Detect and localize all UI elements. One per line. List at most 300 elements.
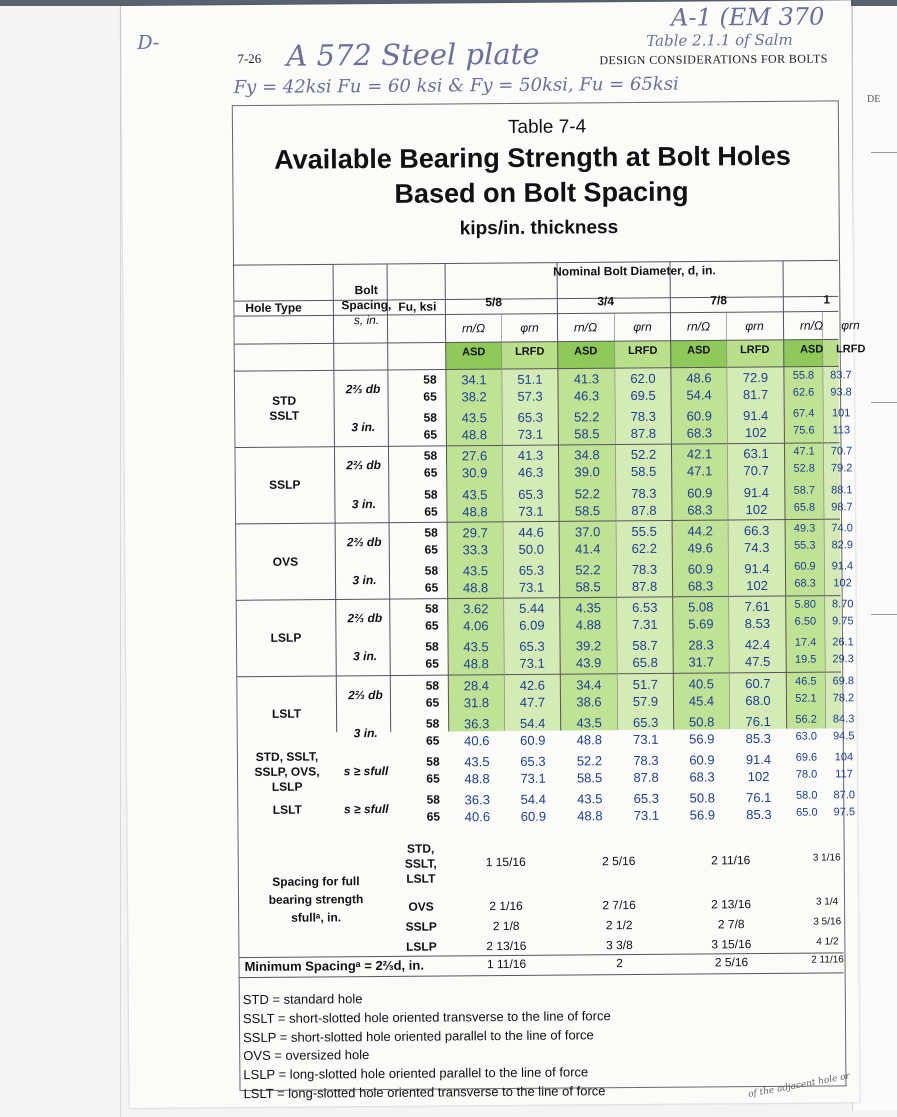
table-cell: 42.6 [519, 677, 546, 693]
table-cell: 76.1 [745, 713, 771, 729]
table-cell: 50.0 [518, 541, 544, 557]
table-cell: 43.5 [462, 486, 488, 502]
table-cell: 68.3 [687, 501, 713, 518]
table-cell: 58.5 [575, 579, 601, 595]
table-cell: 56.9 [689, 731, 715, 747]
adjacent-page-rule [871, 614, 897, 615]
table-cell: 3.62 [463, 601, 489, 617]
header-bolt-spacing: Bolt Spacing, s, in. [341, 282, 392, 328]
fu-value: 58 [424, 487, 438, 502]
header-hole-type: Hole Type [245, 300, 302, 316]
table-cell: 78.3 [631, 485, 657, 501]
table-cell: 73.1 [517, 426, 544, 443]
table-cell: 46.3 [573, 388, 600, 404]
handwritten-course: A-1 (EM 370 [670, 2, 825, 32]
table-cell: 68.3 [686, 425, 713, 441]
table-cell: 4.06 [463, 618, 489, 634]
table-cell: 84.3 [832, 713, 855, 726]
table-cell: 60.9 [687, 484, 713, 501]
table-cell: 46.5 [795, 675, 817, 688]
table-cell: 87.8 [631, 502, 657, 518]
handwritten-mark: D- [137, 31, 160, 54]
fu-value: 65 [425, 695, 440, 710]
bolt-spacing-label: 3 in. [351, 496, 376, 511]
table-cell: 30.9 [461, 465, 488, 481]
table-cell: 36.3 [464, 792, 490, 808]
table-cell: 28.4 [463, 677, 490, 693]
table-cell: 73.1 [518, 503, 544, 519]
table-cell: 52.8 [793, 462, 815, 476]
table-cell: 39.2 [575, 638, 602, 654]
table-cell: 40.5 [688, 675, 715, 692]
table-cell: 91.4 [743, 484, 770, 500]
table-cell: 58.5 [630, 464, 657, 480]
table-cell: 78.3 [633, 752, 659, 768]
table-cell: 42.1 [686, 446, 713, 462]
table-cell: 43.5 [461, 410, 487, 426]
table-cell: 97.5 [833, 806, 856, 819]
table-cell: 44.2 [687, 523, 713, 539]
fu-value: 65 [424, 542, 439, 557]
table-cell: 87.8 [631, 578, 658, 595]
fu-value: 65 [426, 733, 440, 748]
table-cell: 67.4 [792, 407, 815, 420]
table-cell: 91.4 [745, 751, 772, 768]
table-cell: 4.35 [575, 600, 601, 616]
bolt-spacing-label: 3 in. [353, 649, 378, 664]
minimum-spacing-label: Minimum Spacingᵃ = 2⅔d, in. [244, 958, 424, 975]
table-cell: 102 [744, 425, 767, 441]
table-cell: 74.3 [744, 539, 770, 555]
table-cell: 45.4 [688, 692, 715, 709]
table-cell: 62.2 [631, 540, 657, 556]
table-cell: 47.1 [793, 445, 815, 459]
header-rn-omega: rn/Ω [573, 320, 598, 335]
table-cell: 79.2 [830, 462, 853, 475]
spacing-value: 3 1/16 [812, 852, 841, 864]
header-asd: ASD [687, 344, 711, 357]
table-cell: 7.61 [744, 599, 770, 615]
table-cell: 7.31 [632, 616, 658, 633]
handwritten-title: A 572 Steel plate [286, 36, 540, 73]
table-cell: 50.8 [688, 714, 715, 730]
table-cell: 60.9 [686, 408, 712, 424]
table-cell: 93.8 [830, 386, 852, 399]
table-cell: 52.2 [576, 753, 603, 769]
table-cell: 54.4 [519, 715, 546, 731]
table-units: kips/in. thickness [459, 217, 619, 240]
table-cell: 48.8 [576, 732, 602, 748]
bolt-spacing-label: s ≥ sfull [343, 802, 389, 817]
spacing-value: 3 3/8 [605, 938, 633, 953]
table-cell: 65.8 [632, 655, 658, 671]
table-cell: 48.8 [461, 427, 488, 443]
table-cell: 78.3 [630, 408, 656, 425]
table-cell: 73.1 [519, 656, 545, 672]
table-cell: 26.1 [832, 636, 854, 649]
note-line: STD = standard hole [242, 991, 363, 1008]
table-cell: 42.4 [744, 637, 771, 653]
header-diameter: 7/8 [710, 293, 728, 308]
table-cell: 47.1 [686, 463, 713, 479]
page-corner-text: of the adjacent hole or [747, 1071, 851, 1100]
minimum-spacing-value: 2 11/16 [811, 954, 844, 966]
spacing-value: 3 1/4 [815, 896, 839, 908]
table-cell: 40.6 [464, 732, 490, 749]
table-cell: 41.3 [573, 371, 600, 387]
table-cell: 65.3 [517, 409, 543, 426]
table-cell: 65.3 [632, 714, 659, 730]
hole-type-label: SSLP [269, 477, 301, 492]
fu-value: 65 [424, 580, 439, 595]
table-cell: 52.2 [574, 409, 600, 425]
spacing-hole-type: STD, SSLT, LSLT [404, 841, 437, 887]
table-cell: 82.9 [831, 539, 854, 552]
minimum-spacing-value: 2 5/16 [714, 955, 749, 970]
table-cell: 73.1 [518, 579, 545, 595]
table-cell: 101 [831, 407, 851, 420]
spacing-hole-type: OVS [408, 899, 434, 915]
table-cell: 69.6 [795, 751, 818, 764]
spacing-value: 3 15/16 [711, 937, 752, 952]
table-cell: 52.2 [630, 447, 657, 463]
table-cell: 57.3 [517, 388, 543, 404]
spacing-hole-type: LSLP [406, 939, 437, 955]
table-cell: 68.0 [745, 692, 771, 708]
table-cell: 4.88 [575, 617, 602, 633]
note-line: SSLT = short-slotted hole oriented transverse to the line of force [242, 1007, 611, 1026]
grid-rule [233, 296, 838, 301]
table-cell: 9.75 [832, 615, 854, 628]
table-cell: 102 [833, 577, 852, 590]
table-cell: 78.0 [795, 768, 818, 781]
table-cell: 65.0 [796, 806, 818, 819]
fu-value: 65 [425, 618, 439, 633]
table-cell: 60.9 [687, 561, 714, 577]
table-cell: 65.3 [518, 562, 545, 578]
spacing-value: 2 1/2 [605, 918, 633, 933]
table-cell: 51.1 [517, 371, 543, 387]
table-cell: 60.9 [794, 560, 816, 573]
spacing-value: 2 13/16 [486, 939, 527, 954]
table-cell: 43.9 [575, 655, 602, 671]
header-rn-omega: rn/Ω [799, 318, 824, 333]
table-cell: 68.3 [689, 769, 715, 785]
header-fu: Fu, ksi [398, 299, 437, 314]
table-cell: 68.3 [687, 578, 714, 594]
fu-value: 58 [425, 716, 440, 731]
table-cell: 27.6 [461, 448, 488, 464]
table-cell: 88.1 [831, 483, 853, 497]
table-cell: 49.6 [687, 540, 713, 556]
table-cell: 8.53 [744, 616, 771, 632]
adjacent-page-rule [871, 152, 897, 153]
table-cell: 65.3 [518, 486, 544, 502]
table-cell: 94.5 [832, 730, 855, 743]
table-cell: 44.6 [518, 524, 544, 540]
table-cell: 63.1 [743, 446, 769, 462]
table-cell: 55.8 [792, 369, 815, 382]
running-head: DESIGN CONSIDERATIONS FOR BOLTS [599, 51, 828, 68]
table-cell: 54.4 [686, 387, 712, 403]
header-asd: ASD [800, 343, 824, 356]
spacing-value: 2 11/16 [711, 853, 751, 868]
table-cell: 60.9 [520, 732, 546, 748]
table-cell: 72.9 [742, 369, 769, 386]
table-cell: 58.7 [793, 484, 816, 497]
table-cell: 33.3 [462, 541, 488, 558]
table-cell: 102 [747, 768, 770, 785]
bolt-spacing-label: 3 in. [352, 573, 377, 588]
table-cell: 85.3 [746, 807, 772, 823]
table-cell: 74.0 [831, 522, 853, 535]
note-line: OVS = oversized hole [243, 1047, 370, 1064]
grid-rule [233, 311, 838, 316]
table-cell: 29.7 [462, 524, 488, 541]
handwritten-properties: Fy = 42ksi Fu = 60 ksi & Fy = 50ksi, Fu = 65ksi [233, 73, 679, 99]
note-line: LSLT = long-slotted hole oriented transverse to the line of force [243, 1083, 606, 1102]
scanned-page [121, 0, 866, 1108]
header-diameter: 3/4 [597, 294, 615, 309]
table-cell: 47.5 [744, 654, 771, 670]
fu-value: 65 [423, 427, 438, 442]
table-cell: 6.53 [632, 599, 658, 616]
minimum-spacing-value: 2 [616, 956, 623, 971]
header-asd: ASD [462, 346, 486, 359]
hole-type-label: OVS [272, 554, 299, 569]
table-cell: 36.3 [463, 715, 490, 732]
table-cell: 68.3 [794, 577, 816, 590]
table-cell: 65.3 [633, 790, 659, 807]
fu-value: 65 [425, 656, 439, 672]
column-rule [333, 264, 337, 732]
table-cell: 60.7 [745, 675, 771, 691]
table-cell: 41.4 [575, 541, 601, 557]
table-cell: 46.3 [517, 465, 544, 481]
table-cell: 56.2 [795, 713, 817, 726]
table-cell: 5.08 [688, 599, 714, 615]
table-cell: 31.7 [688, 654, 714, 670]
fu-value: 58 [423, 410, 437, 425]
table-cell: 31.8 [463, 694, 490, 710]
fu-value: 65 [423, 389, 437, 404]
spacing-value: 4 1/2 [816, 936, 839, 948]
table-cell: 70.7 [743, 463, 769, 479]
table-cell: 60.9 [689, 752, 715, 768]
table-cell: 76.1 [746, 790, 772, 806]
header-diameter: 5/8 [485, 295, 503, 310]
header-diameter: 1 [823, 292, 831, 307]
table-cell: 56.9 [689, 807, 716, 823]
table-cell: 58.0 [795, 789, 818, 802]
bolt-spacing-label: 2⅔ db [348, 687, 383, 702]
table-cell: 113 [832, 424, 851, 437]
header-nominal-diameter: Nominal Bolt Diameter, d, in. [553, 263, 716, 279]
table-cell: 48.8 [462, 580, 489, 596]
table-cell: 75.6 [793, 424, 815, 437]
header-phi-rn: φrn [745, 318, 764, 334]
minimum-spacing-value: 1 11/16 [486, 957, 527, 972]
table-cell: 55.3 [793, 539, 816, 552]
table-cell: 38.2 [461, 389, 487, 405]
table-cell: 102 [746, 577, 768, 594]
table-cell: 104 [834, 751, 854, 764]
fu-value: 58 [425, 639, 439, 655]
table-notes [243, 988, 612, 1104]
note-line: SSLP = short-slotted hole oriented parallel to the line of force [243, 1026, 594, 1045]
table-cell: 47.7 [519, 694, 546, 710]
page-number: 7-26 [237, 50, 262, 67]
table-cell: 57.9 [632, 693, 659, 709]
spacing-hole-type: SSLP [405, 919, 437, 935]
fu-value: 65 [423, 465, 438, 481]
spacing-value: 2 5/16 [601, 854, 636, 869]
header-lrfd: LRFD [836, 343, 866, 356]
hole-type-label: STD, SSLT, SSLP, OVS, LSLP [254, 749, 320, 794]
header-lrfd: LRFD [515, 345, 545, 358]
fu-value: 65 [424, 504, 438, 519]
table-cell: 6.09 [519, 617, 545, 634]
table-cell: 52.2 [574, 485, 601, 502]
fu-value: 58 [426, 754, 440, 769]
table-cell: 8.70 [831, 598, 854, 611]
bolt-spacing-label: s ≥ sfull [343, 763, 389, 779]
bolt-spacing-label: 2⅔ db [346, 458, 382, 473]
table-cell: 40.6 [464, 809, 491, 825]
table-cell: 41.3 [517, 448, 544, 464]
bolt-spacing-label: 3 in. [351, 420, 376, 435]
table-cell: 58.7 [632, 638, 658, 654]
table-cell: 34.1 [461, 372, 487, 388]
spacing-value: 3 5/16 [813, 916, 842, 928]
table-title-line2: Based on Bolt Spacing [394, 176, 689, 209]
table-cell: 87.8 [630, 425, 657, 442]
table-cell: 48.8 [462, 503, 488, 519]
table-cell: 60.9 [520, 808, 547, 825]
table-cell: 48.6 [686, 370, 712, 386]
fu-value: 65 [426, 771, 440, 786]
table-cell: 62.6 [792, 386, 815, 399]
table-cell: 91.4 [831, 560, 854, 573]
table-cell: 17.4 [794, 636, 817, 650]
header-asd: ASD [574, 345, 598, 358]
table-cell: 37.0 [574, 524, 601, 540]
table-number: Table 7-4 [507, 116, 587, 138]
table-cell: 38.6 [576, 693, 602, 710]
table-cell: 5.69 [688, 616, 714, 632]
table-cell: 117 [835, 768, 853, 781]
table-cell: 55.5 [631, 523, 657, 539]
spacing-value: 2 13/16 [710, 897, 752, 912]
hole-type-label: LSLP [270, 630, 302, 645]
table-cell: 65.3 [519, 639, 545, 655]
table-cell: 58.5 [576, 770, 603, 786]
table-cell: 78.2 [832, 691, 855, 705]
handwritten-reference: Table 2.1.1 of Salm [646, 30, 793, 50]
table-cell: 52.2 [575, 562, 601, 578]
table-cell: 43.5 [462, 563, 489, 579]
table-cell: 83.7 [830, 369, 852, 382]
header-rn-omega: rn/Ω [461, 321, 486, 336]
table-cell: 48.8 [464, 771, 490, 787]
fu-value: 58 [425, 601, 439, 616]
bolt-spacing-label: 2⅔ db [345, 381, 381, 397]
hole-type-label: LSLT [271, 706, 302, 722]
table-cell: 87.0 [833, 789, 855, 802]
header-phi-rn: φrn [841, 318, 860, 333]
table-cell: 69.8 [832, 674, 855, 688]
adjacent-page-header: DE [867, 94, 881, 105]
table-cell: 65.8 [793, 501, 816, 514]
table-cell: 58.5 [574, 426, 600, 442]
spacing-value: 1 15/16 [485, 855, 526, 870]
table-cell: 98.7 [831, 500, 853, 514]
table-cell: 6.50 [794, 615, 817, 628]
table-cell: 73.1 [633, 807, 660, 824]
table-cell: 48.8 [463, 656, 489, 672]
table-cell: 91.4 [743, 408, 769, 424]
table-cell: 70.7 [830, 445, 853, 458]
table-cell: 43.5 [464, 754, 490, 770]
hole-type-label: LSLT [272, 802, 302, 817]
table-cell: 43.5 [577, 791, 603, 807]
fu-value: 58 [424, 525, 438, 540]
spacing-full-label: Spacing for full bearing strength sfullᵃ, in. [268, 874, 364, 926]
note-line: LSLP = long-slotted hole oriented parallel to the line of force [243, 1064, 589, 1083]
header-phi-rn: φrn [633, 319, 652, 334]
table-cell: 48.8 [577, 808, 603, 824]
table-cell: 62.0 [630, 370, 656, 387]
table-cell: 43.5 [463, 639, 489, 655]
grid-rule [233, 260, 838, 265]
header-rn-omega: rn/Ω [686, 319, 711, 334]
spacing-value: 2 1/16 [489, 899, 523, 914]
bolt-spacing-label: 2⅔ db [346, 534, 382, 550]
spacing-value: 2 1/8 [492, 919, 520, 934]
table-cell: 54.4 [520, 791, 546, 808]
table-cell: 91.4 [744, 560, 770, 577]
table-cell: 58.5 [574, 502, 601, 519]
header-lrfd: LRFD [740, 343, 770, 357]
adjacent-page-rule [871, 402, 897, 403]
table-cell: 73.1 [520, 770, 546, 786]
table-cell: 19.5 [794, 653, 817, 667]
table-cell: 87.8 [633, 769, 659, 785]
table-cell: 28.3 [688, 637, 714, 653]
header-phi-rn: φrn [520, 320, 539, 335]
table-cell: 102 [745, 501, 768, 517]
table-cell: 5.80 [794, 598, 816, 611]
fu-value: 58 [425, 678, 440, 693]
table-cell: 5.44 [519, 600, 545, 617]
table-cell: 52.1 [795, 692, 817, 705]
table-cell: 78.3 [631, 561, 658, 578]
table-title: Available Bearing Strength at Bolt Holes [274, 140, 791, 175]
spacing-value: 2 7/8 [717, 917, 745, 932]
fu-value: 65 [426, 809, 441, 824]
table-cell: 85.3 [745, 730, 771, 746]
table-cell: 66.3 [743, 522, 770, 538]
bolt-spacing-label: 3 in. [353, 725, 378, 740]
table-cell: 34.8 [574, 447, 600, 463]
fu-value: 58 [423, 372, 437, 387]
table-cell: 43.5 [576, 715, 602, 731]
table-cell: 63.0 [795, 730, 818, 743]
fu-value: 58 [424, 563, 439, 578]
table-cell: 49.3 [793, 522, 816, 535]
table-cell: 50.8 [689, 790, 715, 806]
table-cell: 34.4 [576, 676, 602, 693]
